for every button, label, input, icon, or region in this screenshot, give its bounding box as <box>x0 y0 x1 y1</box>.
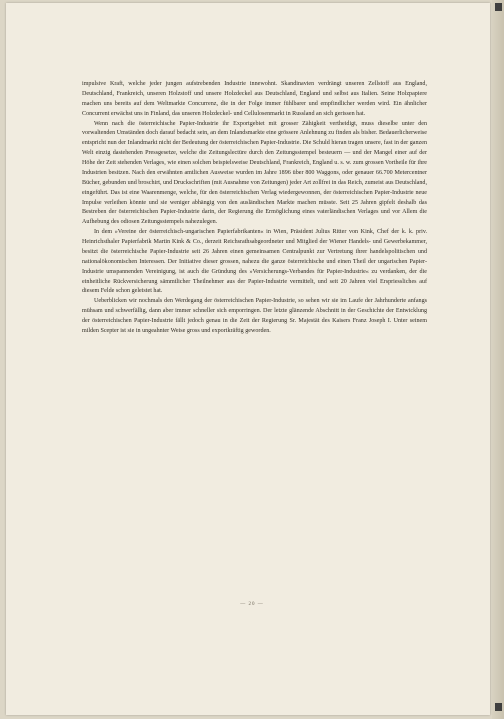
page-edge <box>492 0 504 719</box>
paragraph-2: Wenn nach die österreichische Papier-Industrie ihr Exportgebiet mit grosser Zähigkeit vertheidigt, muss dieselbe unter den vorwaltenden Umständen doch darauf bedacht sein, an dem Inlandsmarkte eine grössere Anlehnung zu finden als bisher. Bedauerlicherweise entspricht nun der Inlandmarkt nicht der Bedeutung der österreichischen Papier-Industrie. Die Schuld hieran tragen unsere, fast in der ganzen Welt einzig dastehenden Pressgesetze, welche die Zeitungslectüre durch den Zeitungsstempel besteuern — und der Mangel einer auf der Höhe der Zeit stehenden Verlages, wie einen solchen beispielsweise Deutschland, Frankreich, England u. s. w. zum grossen Vortheile für ihre Industrien besitzen. Nach den erwähnten amtlichen Ausweise wurden im Jahre 1896 über 800 Waggons, oder genauer 66.700 Metercentner Bücher, gebunden und broschirt, und Druckschriften (mit Ausnahme von Zeitungen) jeder Art zollfrei in das Reich, zumeist aus Deutschland, eingeführt. Das ist eine Waarenmenge, welche, für den österreichischen Verlag wiedergewonnen, der österreichischen Papier-Industrie neue Impulse verleihen könnte und sie weniger abhängig von den ausländischen Markte machen müsste. Seit 25 Jahren gipfelt deshalb das Bestreben der österreichischen Papier-Industrie darin, der Regierung die Ermöglichung eines vaterländischen Verlages und vor Allem die Aufhebung des odiosen Zeitungsstempels nahezulegen. <box>82 120 427 226</box>
corner-tab-bottom <box>495 703 502 711</box>
paragraph-4: Ueberblicken wir nochmals den Werdegang der österreichischen Papier-Industrie, so sehen wir sie im Laufe der Jahrhunderte anfangs mühsam und schwerfällig, dann aber immer schneller sich emporringen. Der letzte glänzende Abschnitt in der Geschichte der Entwicklung der österreichischen Papier-Industrie fällt jedoch genau in die Zeit der Regierung Sr. Majestät des Kaisers Franz Joseph I. Unter seinem milden Scepter ist sie in ungeahnter Weise gross und exportkräftig geworden. <box>82 298 427 334</box>
corner-tab-top <box>495 3 502 11</box>
page-number: — 20 — <box>240 602 264 607</box>
paragraph-3: In dem »Vereine der österreichisch-ungarischen Papierfabrikanten« in Wien, Präsident Julius Ritter von Kink, Chef der k. k. priv. Heinrichsthaler Papierfabrik Martin Kink & Co., derzeit Reichsrathsabgeordneter und Mitglied der Wiener Handels- und Gewerbekammer, besitzt die österreichische Papier-Industrie seit 26 Jahren einen gemeinsamen Centralpunkt zur Vertretung ihrer handelspolitischen und nationalökonomischen Interessen. Der Initiative dieser grossen, nahezu die ganze österreichische und einen Theil der ungarischen Papier-Industrie umspannenden Vereinigung, ist auch die Gründung des »Versicherungs-Verbandes für Papier-Industrie« zu verdanken, der die einheitliche Rückversicherung sämmtlicher Theilnehmer aus der Papier-Industrie vermittelt, und seit 20 Jahren viel Erspriessliches auf diesem Felde schon geleistet hat. <box>82 229 427 295</box>
paragraph-1: impulsive Kraft, welche jeder jungen aufstrebenden Industrie innewohnt. Skandinavien verdrängt unseren Zellstoff aus England, Deutschland, Frankreich, unseren Holzstoff und unsere Holzdeckel aus Deutschland, England und selbst aus Italien. Seine Holzpapiere machen uns bereits auf dem Weltmarkte Concurrenz, die in der Folge immer fühlbarer und empfindlicher werden wird. Ein ähnlicher Concurrent erwächst uns in Finland, das unseren Holzdeckel- und Cellulosenmarkt in Russland an sich gerissen hat. <box>82 81 427 117</box>
body-text <box>82 80 427 337</box>
